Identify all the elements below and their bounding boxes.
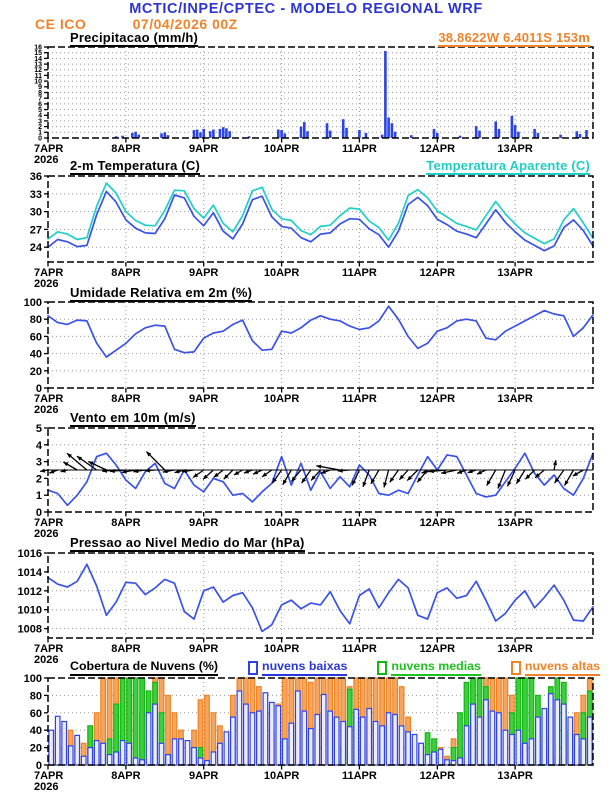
- x-tick-label: 8APR: [111, 517, 141, 529]
- precip-bar: [579, 134, 582, 138]
- cloud-bar: [510, 735, 515, 766]
- x-tick-label: 10APR: [263, 770, 300, 782]
- x-tick-label: 12APR: [419, 770, 456, 782]
- cloud-bar: [49, 730, 54, 765]
- x-tick-label: 12APR: [419, 517, 456, 529]
- x-axis-year-label: 2026: [34, 278, 59, 290]
- cloud-bar: [315, 715, 320, 766]
- x-tick-label: 10APR: [263, 393, 300, 405]
- cloud-bar: [549, 694, 554, 765]
- x-tick-label: 11APR: [341, 770, 377, 782]
- y-tick-label: 1016: [17, 548, 42, 560]
- low-clouds-swatch-icon: [248, 661, 258, 675]
- wind-vector-head: [40, 469, 45, 473]
- cloud-bar: [101, 743, 106, 765]
- cloud-bar: [360, 717, 365, 765]
- precip-bar: [209, 131, 212, 138]
- cloud-bar: [354, 709, 359, 765]
- wind-title-row: [70, 411, 590, 427]
- y-tick-label: 7: [38, 95, 42, 103]
- cloud-bar: [153, 704, 158, 765]
- page-title: MCTIC/INPE/CPTEC - MODELO REGIONAL WRF: [129, 1, 483, 17]
- cloud-bar: [94, 741, 99, 765]
- cloud-bar: [75, 735, 80, 765]
- cloud-bar: [146, 713, 151, 765]
- cloud-bar: [218, 743, 223, 765]
- x-tick-label: 9APR: [189, 517, 219, 529]
- cloud-bar: [205, 695, 210, 765]
- cloud-bar: [334, 717, 339, 765]
- precip-bar: [358, 130, 361, 138]
- cloud-bar: [68, 746, 73, 765]
- y-tick-label: 14: [34, 55, 42, 63]
- x-tick-label: 9APR: [189, 393, 219, 405]
- cloud-bar: [438, 749, 443, 765]
- cloud-bar: [283, 739, 288, 765]
- precip-bar: [164, 132, 167, 138]
- cloud-bar: [380, 726, 385, 765]
- cloud-bar: [458, 713, 463, 765]
- run-datetime: 07/04/2026 00Z: [132, 16, 238, 32]
- clouds-title: Cobertura de Nuvens (%): [70, 660, 218, 676]
- cloud-bar: [432, 752, 437, 765]
- x-tick-label: 11APR: [341, 393, 377, 405]
- y-tick-label: 60: [29, 331, 42, 344]
- y-tick-label: 0: [35, 383, 42, 395]
- cloud-bar: [568, 717, 573, 765]
- cloud-bar: [562, 704, 567, 765]
- cloud-bar: [393, 715, 398, 766]
- chart-wind: [34, 423, 593, 540]
- x-tick-label: 9APR: [189, 770, 219, 782]
- precip-bar: [342, 119, 345, 138]
- cloud-bar: [198, 758, 203, 765]
- precip-bar: [387, 118, 390, 139]
- x-tick-label: 9APR: [189, 643, 219, 655]
- y-tick-label: 13: [34, 61, 42, 69]
- high-clouds-swatch-icon: [511, 661, 521, 675]
- y-tick-label: 3: [35, 456, 42, 469]
- cloud-bar: [55, 716, 60, 765]
- y-tick-label: 1: [38, 129, 42, 137]
- precip-bar: [219, 129, 222, 138]
- x-tick-label: 13APR: [497, 143, 533, 155]
- low-clouds-label: nuvens baixas: [262, 660, 347, 676]
- precip-bar: [303, 122, 306, 138]
- precip-bar: [131, 133, 134, 138]
- precip-bar: [300, 127, 303, 138]
- humidity-title: Umidade Relativa em 2m (%): [70, 286, 252, 302]
- cloud-bar: [419, 743, 424, 765]
- station-coordinates: 38.8622W 6.4011S 153m: [438, 31, 590, 47]
- precip-bar: [511, 116, 514, 138]
- cloud-bar: [309, 729, 314, 766]
- y-tick-label: 1: [35, 490, 42, 503]
- x-tick-label: 8APR: [111, 770, 141, 782]
- x-tick-label: 13APR: [497, 267, 533, 279]
- legend-item-mid-clouds: [377, 660, 481, 676]
- x-tick-label: 10APR: [263, 643, 300, 655]
- legend-item-high-clouds: [511, 660, 600, 676]
- y-tick-label: 33: [29, 188, 42, 201]
- cloud-bar: [166, 755, 171, 765]
- y-tick-label: 1014: [17, 566, 42, 579]
- cloud-bar: [127, 743, 132, 765]
- cloud-bar: [179, 739, 184, 765]
- precip-bar: [576, 131, 579, 138]
- x-tick-label: 7APR: [34, 770, 64, 782]
- temperature-title: 2-m Temperatura (C): [70, 159, 200, 175]
- clouds-title-row: [70, 660, 600, 676]
- cloud-bar: [399, 726, 404, 765]
- precip-bar: [559, 135, 562, 138]
- cloud-bar: [497, 713, 502, 765]
- cloud-bar: [244, 704, 249, 765]
- y-tick-label: 0: [35, 507, 42, 519]
- cloud-bar: [425, 755, 430, 765]
- cloud-bar: [347, 727, 352, 765]
- mid-clouds-label: nuvens medias: [391, 660, 481, 676]
- cloud-bar: [464, 726, 469, 765]
- y-tick-label: 100: [23, 673, 42, 685]
- cloud-bar: [120, 741, 125, 765]
- x-axis-year-label: 2026: [34, 781, 59, 792]
- cloud-bar: [321, 695, 326, 766]
- cloud-bar: [185, 741, 190, 765]
- y-tick-label: 27: [29, 224, 42, 237]
- cloud-bar: [133, 758, 138, 765]
- cloud-bar: [471, 704, 476, 765]
- precip-bar: [391, 123, 394, 138]
- x-tick-label: 11APR: [341, 643, 377, 655]
- cloud-bar: [588, 717, 593, 765]
- mid-clouds-swatch-icon: [377, 661, 387, 675]
- x-axis-year-label: 2026: [34, 404, 59, 416]
- precip-bar: [459, 136, 462, 138]
- x-tick-label: 7APR: [34, 267, 64, 279]
- x-tick-label: 11APR: [341, 267, 377, 279]
- cloud-bar: [81, 756, 86, 765]
- precip-bar: [478, 131, 481, 138]
- apparent-temperature-title: Temperatura Aparente (C): [426, 159, 590, 175]
- wind-vector-head: [553, 460, 557, 465]
- y-tick-label: 5: [35, 423, 42, 435]
- y-tick-label: 60: [29, 707, 42, 720]
- x-tick-label: 7APR: [34, 517, 64, 529]
- y-tick-label: 40: [29, 348, 42, 361]
- y-tick-label: 4: [38, 112, 42, 120]
- y-tick-label: 2: [35, 473, 42, 486]
- x-tick-label: 8APR: [111, 143, 141, 155]
- cloud-bar: [302, 711, 307, 765]
- cloud-bar: [237, 691, 242, 765]
- cloud-bar: [542, 709, 547, 766]
- x-tick-label: 8APR: [111, 393, 141, 405]
- wind-vector-head: [316, 465, 321, 469]
- plot-frame: [48, 302, 593, 388]
- cloud-bar: [276, 706, 281, 765]
- cloud-bar: [458, 758, 463, 765]
- humidity-title-row: [70, 286, 590, 302]
- cloud-bar: [140, 678, 145, 765]
- precip-bar: [193, 130, 196, 138]
- x-tick-label: 12APR: [419, 393, 456, 405]
- x-tick-label: 12APR: [419, 267, 456, 279]
- x-tick-label: 13APR: [497, 517, 533, 529]
- y-tick-label: 4: [35, 439, 42, 452]
- x-axis-year-label: 2026: [34, 528, 59, 540]
- precipitation-title-row: [70, 31, 590, 47]
- x-tick-label: 8APR: [111, 267, 141, 279]
- precip-bar: [475, 126, 478, 138]
- x-tick-label: 9APR: [189, 143, 219, 155]
- wind-vector-head: [363, 482, 367, 487]
- cloud-bar: [250, 713, 255, 765]
- chart-pressure: [18, 548, 593, 666]
- y-tick-label: 5: [38, 107, 42, 114]
- chart-temperature: [30, 171, 593, 290]
- x-tick-label: 13APR: [497, 393, 533, 405]
- precip-bar: [212, 130, 215, 139]
- precip-bar: [345, 128, 348, 138]
- precipitation-title: Precipitacao (mm/h): [70, 31, 198, 47]
- precip-bar: [280, 130, 283, 138]
- cloud-bar: [328, 711, 333, 765]
- cloud-bar: [412, 735, 417, 766]
- precip-bar: [517, 132, 520, 138]
- y-tick-label: 20: [29, 365, 42, 378]
- x-tick-label: 10APR: [263, 517, 300, 529]
- cloud-bar: [114, 752, 119, 765]
- x-tick-label: 10APR: [263, 267, 300, 279]
- station-code: CE ICO: [35, 16, 87, 32]
- x-tick-label: 7APR: [34, 143, 64, 155]
- precip-bar: [134, 132, 137, 138]
- wind-vector-head: [422, 470, 427, 474]
- precip-bar: [436, 133, 439, 138]
- cloud-bar: [192, 748, 197, 765]
- precip-bar: [537, 133, 540, 138]
- precip-bar: [433, 129, 436, 138]
- x-tick-label: 8APR: [111, 643, 141, 655]
- cloud-bar: [257, 711, 262, 765]
- y-tick-label: 100: [23, 297, 42, 309]
- cloud-bar: [477, 717, 482, 765]
- pressure-title: Pressao ao Nivel Medio do Mar (hPa): [70, 536, 305, 552]
- cloud-bar: [445, 760, 450, 765]
- legend-item-low-clouds: [248, 660, 347, 676]
- cloud-bar: [373, 722, 378, 766]
- y-tick-label: 10: [34, 78, 42, 86]
- y-tick-label: 9: [38, 84, 42, 92]
- series-line: [48, 306, 593, 357]
- x-tick-label: 12APR: [419, 643, 456, 655]
- chart-precipitation: [34, 44, 593, 166]
- x-axis-year-label: 2026: [34, 154, 59, 166]
- x-tick-label: 9APR: [189, 267, 219, 279]
- cloud-bar: [529, 739, 534, 765]
- cloud-bar: [367, 709, 372, 766]
- precip-bar: [228, 131, 231, 138]
- y-tick-label: 1008: [17, 623, 42, 636]
- cloud-bar: [211, 752, 216, 765]
- cloud-bar: [270, 702, 275, 765]
- x-tick-label: 11APR: [341, 517, 377, 529]
- precip-bar: [326, 123, 329, 138]
- chart-humidity: [24, 297, 593, 416]
- cloud-bar: [88, 748, 93, 765]
- y-tick-label: 80: [29, 314, 42, 327]
- precip-bar: [365, 133, 368, 138]
- y-tick-label: 40: [29, 725, 42, 738]
- cloud-bar: [263, 693, 268, 765]
- cloud-bar: [296, 691, 301, 765]
- precip-bar: [202, 129, 205, 138]
- precip-bar: [494, 122, 497, 139]
- y-tick-label: 2: [38, 124, 42, 131]
- plot-frame: [48, 553, 593, 638]
- temperature-title-row: [70, 159, 590, 175]
- cloud-bar: [140, 760, 145, 765]
- precip-bar: [533, 129, 536, 138]
- x-tick-label: 7APR: [34, 643, 64, 655]
- precip-bar: [277, 130, 280, 139]
- cloud-bar: [107, 755, 112, 765]
- precip-bar: [498, 129, 501, 138]
- cloud-bar: [386, 713, 391, 765]
- cloud-bar: [490, 711, 495, 765]
- precip-bar: [585, 130, 588, 138]
- cloud-bar: [406, 732, 411, 765]
- y-tick-label: 1010: [17, 604, 42, 617]
- precip-bar: [384, 51, 387, 138]
- y-tick-label: 6: [38, 101, 42, 109]
- precip-bar: [199, 132, 202, 138]
- precip-bar: [222, 127, 225, 138]
- y-tick-label: 20: [29, 742, 42, 755]
- cloud-bar: [231, 717, 236, 765]
- x-tick-label: 10APR: [263, 143, 300, 155]
- cloud-bar: [341, 722, 346, 766]
- precip-bar: [196, 130, 199, 139]
- y-tick-label: 0: [38, 135, 42, 143]
- y-tick-label: 36: [29, 171, 42, 183]
- x-tick-label: 11APR: [341, 143, 377, 155]
- cloud-bar: [503, 730, 508, 765]
- cloud-bar: [172, 739, 177, 765]
- x-tick-label: 13APR: [497, 643, 533, 655]
- y-tick-label: 8: [38, 89, 42, 97]
- precip-bar: [394, 132, 397, 138]
- wind-title: Vento em 10m (m/s): [70, 411, 196, 427]
- cloud-bar: [289, 723, 294, 765]
- cloud-bar: [581, 739, 586, 765]
- y-tick-label: 15: [34, 50, 42, 58]
- precip-bar: [329, 131, 332, 138]
- y-tick-label: 16: [34, 44, 42, 52]
- y-tick-label: 1012: [17, 585, 42, 598]
- series-line: [48, 564, 593, 631]
- cloud-bar: [555, 700, 560, 765]
- cloud-bar: [484, 700, 489, 765]
- cloud-bar: [62, 722, 67, 766]
- cloud-bar: [575, 735, 580, 766]
- x-tick-label: 13APR: [497, 770, 533, 782]
- y-tick-label: 11: [34, 72, 42, 80]
- cloud-bar: [536, 717, 541, 765]
- x-tick-label: 12APR: [419, 143, 456, 155]
- y-tick-label: 24: [29, 242, 42, 255]
- pressure-title-row: [70, 536, 590, 552]
- high-clouds-label: nuvens altas: [525, 660, 600, 676]
- cloud-bar: [516, 730, 521, 765]
- x-axis-year-label: 2026: [34, 654, 59, 666]
- precip-bar: [306, 131, 309, 138]
- precip-bar: [225, 128, 228, 138]
- y-tick-label: 80: [29, 690, 42, 703]
- cloud-bar: [523, 743, 528, 765]
- cloud-bar: [224, 732, 229, 765]
- cloud-bar: [133, 678, 138, 765]
- cloud-bar: [159, 743, 164, 765]
- y-tick-label: 12: [34, 67, 42, 75]
- y-tick-label: 0: [35, 760, 42, 772]
- y-tick-label: 30: [29, 206, 42, 219]
- precip-bar: [514, 125, 517, 138]
- x-tick-label: 7APR: [34, 393, 64, 405]
- chart-clouds: [24, 673, 593, 792]
- y-tick-label: 3: [38, 118, 42, 126]
